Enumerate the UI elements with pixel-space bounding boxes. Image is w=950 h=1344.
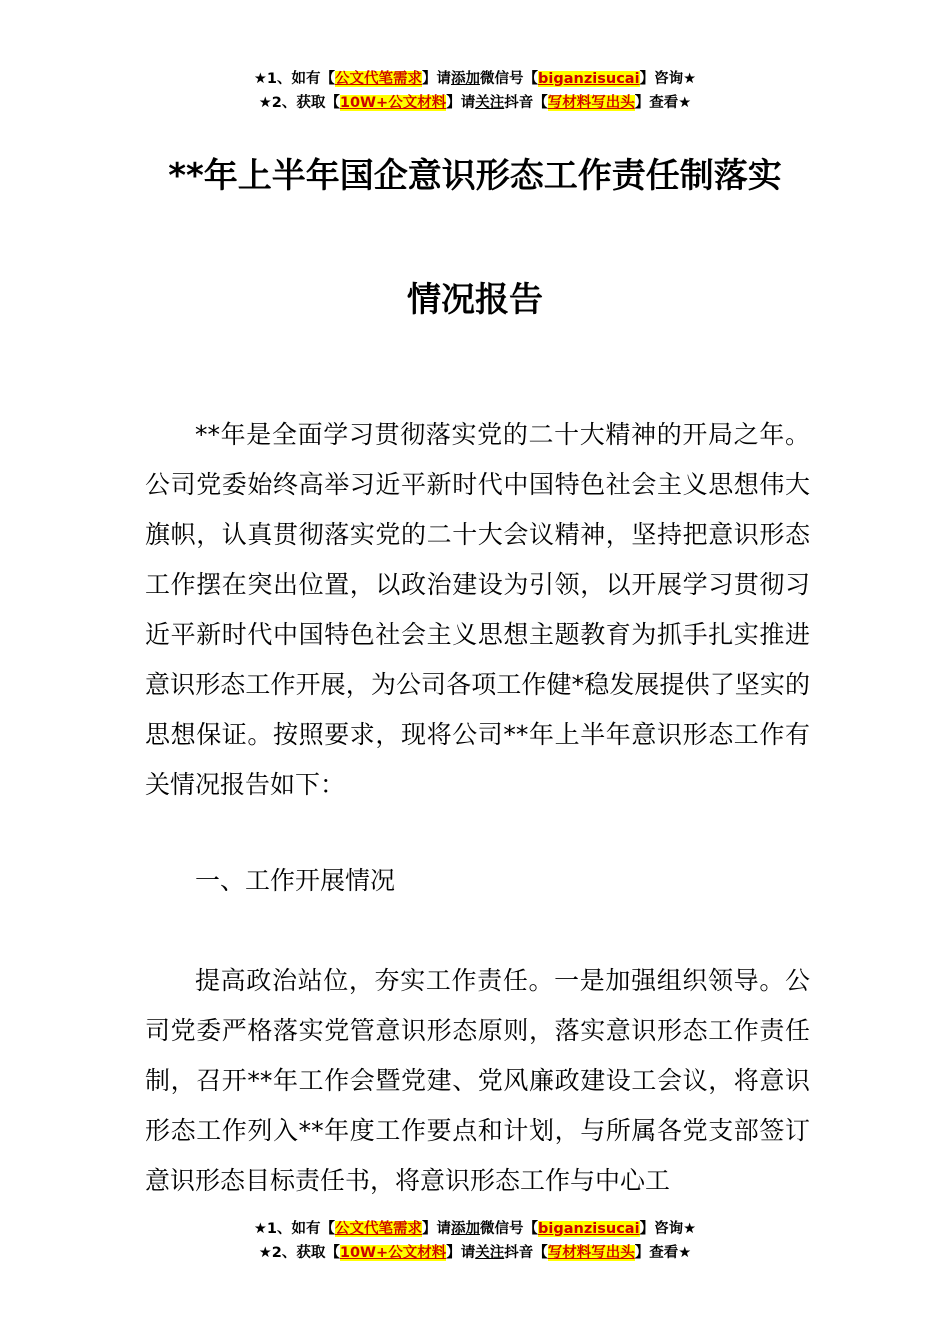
service-highlight-link[interactable]: 公文代笔需求 (335, 1221, 423, 1237)
banner-text: 】查看★ (634, 95, 692, 111)
banner-text: 】请 (422, 1221, 452, 1237)
wechat-id-link[interactable]: biganzisucai (538, 71, 640, 87)
materials-highlight-link[interactable]: 10W+公文材料 (339, 1245, 447, 1261)
banner-line-2 (0, 1241, 950, 1265)
banner-underlined-text: 关注 (475, 1245, 505, 1261)
banner-text: 】请 (446, 95, 476, 111)
banner-text: 】咨询★ (639, 1221, 697, 1237)
banner-text: 】请 (422, 71, 452, 87)
banner-line-1 (0, 1217, 950, 1241)
section-1-block (145, 956, 810, 1206)
banner-text: 抖音【 (504, 1245, 548, 1261)
banner-text: 】咨询★ (639, 71, 697, 87)
service-highlight-link[interactable]: 公文代笔需求 (335, 71, 423, 87)
materials-highlight-link[interactable]: 10W+公文材料 (339, 95, 447, 111)
banner-line-2 (0, 91, 950, 115)
banner-text: 微信号【 (480, 1221, 539, 1237)
intro-block (145, 410, 810, 810)
top-banner (0, 67, 950, 115)
banner-underlined-text: 关注 (475, 95, 505, 111)
bottom-banner (0, 1217, 950, 1265)
document-title-line-1: **年上半年国企意识形态工作责任制落实 (168, 156, 782, 196)
banner-text: 抖音【 (504, 95, 548, 111)
banner-underlined-text: 添加 (451, 71, 481, 87)
section-1-heading: 一、工作开展情况 (195, 866, 396, 895)
douyin-account-link[interactable]: 写材料写出头 (547, 95, 635, 111)
banner-text: 】查看★ (634, 1245, 692, 1261)
banner-text: ★1、如有【 (253, 1221, 336, 1237)
section-1-paragraph: 提高政治站位，夯实工作责任。一是加强组织领导。公司党委严格落实党管意识形态原则，落实意识形态工作责任制，召开**年工作会暨党建、党风廉政建设工会议，将意识形态工作列入**年度工作要点和计划，与所属各党支部签订意识形态目标责任书，将意识形态工作与中心工 (145, 966, 810, 1195)
banner-text: ★1、如有【 (253, 71, 336, 87)
document-title-line-2: 情况报告 (407, 280, 543, 320)
section-heading-block (145, 856, 810, 906)
banner-text: ★2、获取【 (258, 1245, 340, 1261)
douyin-account-link[interactable]: 写材料写出头 (547, 1245, 635, 1261)
banner-text: ★2、获取【 (258, 95, 340, 111)
banner-underlined-text: 添加 (451, 1221, 481, 1237)
intro-paragraph: **年是全面学习贯彻落实党的二十大精神的开局之年。公司党委始终高举习近平新时代中国特色社会主义思想伟大旗帜，认真贯彻落实党的二十大会议精神，坚持把意识形态工作摆在突出位置，以政治建设为引领，以开展学习贯彻习近平新时代中国特色社会主义思想主题教育为抓手扎实推进意识形态工作开展，为公司各项工作健*稳发展提供了坚实的思想保证。按照要求，现将公司**年上半年意识形态工作有关情况报告如下： (145, 420, 810, 799)
banner-text: 】请 (446, 1245, 476, 1261)
wechat-id-link[interactable]: biganzisucai (538, 1221, 640, 1237)
banner-line-1 (0, 67, 950, 91)
banner-text: 微信号【 (480, 71, 539, 87)
